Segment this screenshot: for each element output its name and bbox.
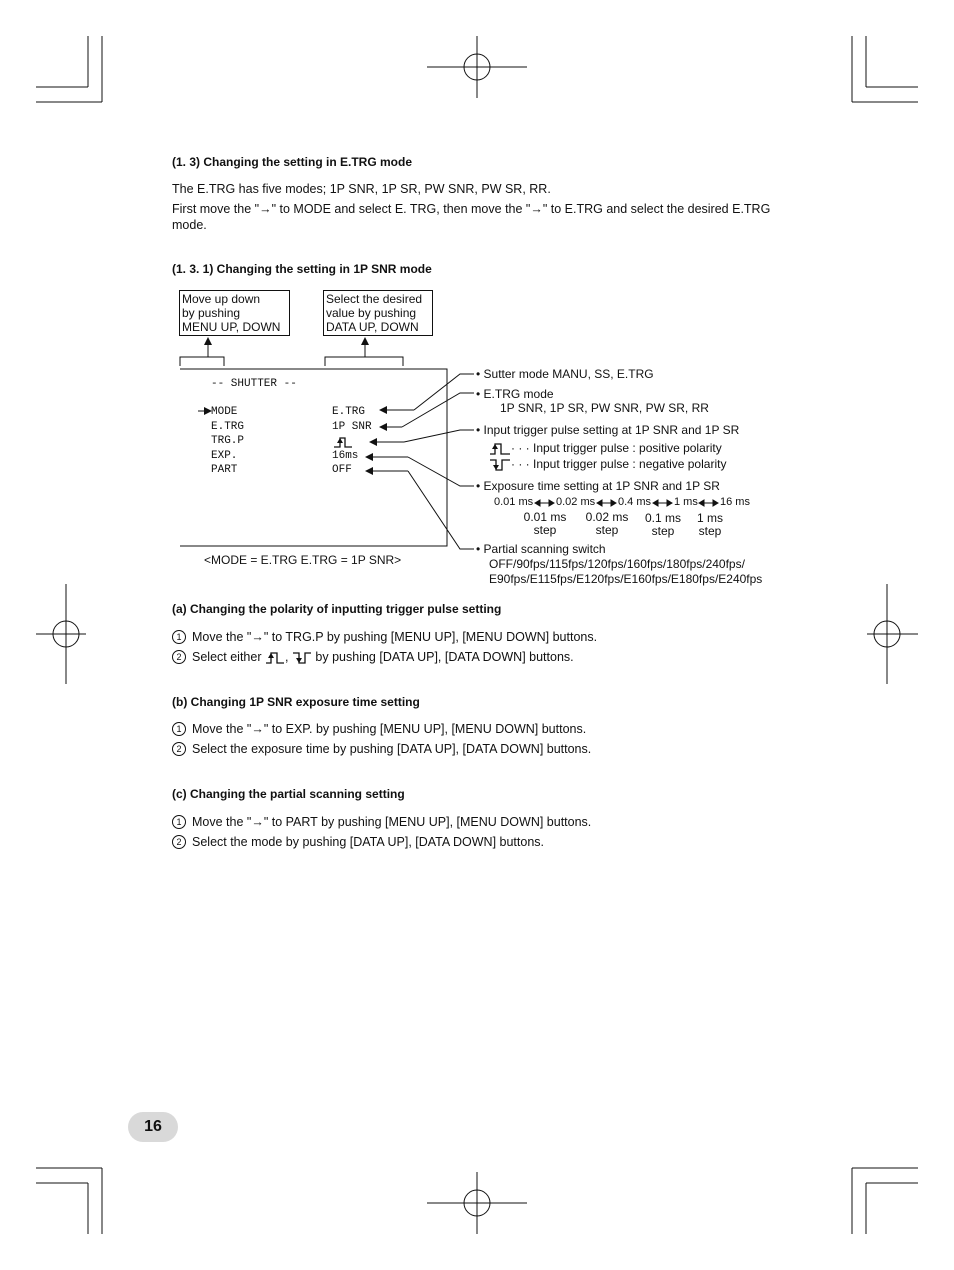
- section-a-step-2-sep: ,: [284, 650, 289, 664]
- exp-step-3-value: 0.1 ms: [644, 511, 681, 525]
- section-b-step-2: [172, 742, 591, 757]
- section-title: (1. 3) Changing the setting in E.TRG mode: [172, 155, 413, 169]
- exp-step-2-value: 0.02 ms: [585, 510, 629, 524]
- menu-label-exp: EXP.: [211, 450, 238, 462]
- exp-step-2: [583, 511, 631, 537]
- exp-value-1: 0.01 ms: [494, 496, 534, 508]
- menu-value-mode: E.TRG: [332, 406, 366, 418]
- exp-step-2-word: step: [595, 523, 619, 537]
- box-left-line-2: by pushing: [182, 306, 241, 320]
- menu-label-trgp: TRG.P: [211, 435, 245, 447]
- section-b-title: (b) Changing 1P SNR exposure time setting: [172, 695, 420, 709]
- intro-line-2a: First move the "→" to MODE and select E. TRG, then move the "→" to E.TRG and select the desired E.TRG: [172, 202, 771, 216]
- step-number-2: 2: [172, 650, 186, 664]
- exp-value-2: 0.02 ms: [556, 496, 596, 508]
- exp-step-4: [686, 512, 734, 538]
- diagram-caption: <MODE = E.TRG E.TRG = 1P SNR>: [204, 553, 402, 567]
- note-etrg-values: 1P SNR, 1P SR, PW SNR, PW SR, RR: [500, 401, 709, 415]
- exp-step-1: [521, 511, 569, 537]
- exp-step-3-word: step: [651, 524, 675, 538]
- box-left-line-3: MENU UP, DOWN: [182, 320, 281, 334]
- trigger-positive-text: · · · Input trigger pulse : positive polarity: [511, 441, 722, 455]
- note-trigger: • Input trigger pulse setting at 1P SNR and 1P SR: [476, 423, 740, 437]
- sub-title: (1. 3. 1) Changing the setting in 1P SNR mode: [172, 262, 432, 276]
- menu-header: -- SHUTTER --: [211, 378, 297, 390]
- page-number: 16: [128, 1112, 178, 1142]
- section-c-title: (c) Changing the partial scanning setting: [172, 787, 405, 801]
- exp-value-3: 0.4 ms: [618, 496, 652, 508]
- negative-pulse-icon: [292, 651, 312, 665]
- note-exposure: • Exposure time setting at 1P SNR and 1P SR: [476, 479, 720, 493]
- exp-step-4-value: 1 ms: [696, 511, 723, 525]
- section-b-step-1: [172, 722, 586, 737]
- section-a-step-1: [172, 630, 597, 645]
- section-c-step-1: [172, 815, 591, 830]
- trigger-negative-text: · · · Input trigger pulse : negative polarity: [511, 457, 727, 471]
- menu-value-etrg: 1P SNR: [332, 421, 372, 433]
- note-partial: • Partial scanning switch: [476, 542, 606, 556]
- step-number-1: 1: [172, 630, 186, 644]
- positive-pulse-icon: [265, 651, 285, 665]
- exp-step-3: [639, 512, 687, 538]
- partial-line-2: E90fps/E115fps/E120fps/E160fps/E180fps/E240fps: [489, 572, 763, 586]
- section-c-step-1-text: Move the "→" to PART by pushing [MENU UP], [MENU DOWN] buttons.: [192, 815, 592, 829]
- exp-value-5: 16 ms: [720, 496, 750, 508]
- box-right-line-2: value by pushing: [326, 306, 417, 320]
- box-left-line-1: Move up down: [182, 292, 261, 306]
- note-etrg: • E.TRG mode: [476, 387, 554, 401]
- menu-label-mode: MODE: [211, 406, 238, 418]
- section-a-step-1-text: Move the "→" to TRG.P by pushing [MENU UP], [MENU DOWN] buttons.: [192, 630, 598, 644]
- menu-value-exp: 16ms: [332, 450, 359, 462]
- step-number-1: 1: [172, 815, 186, 829]
- box-right-line-1: Select the desired: [326, 292, 423, 306]
- exp-step-4-word: step: [698, 524, 722, 538]
- step-number-2: 2: [172, 835, 186, 849]
- section-a-step-2: [172, 650, 574, 665]
- intro-line-1: The E.TRG has five modes; 1P SNR, 1P SR, PW SNR, PW SR, RR.: [172, 182, 551, 196]
- note-shutter: • Sutter mode MANU, SS, E.TRG: [476, 367, 654, 381]
- menu-label-etrg: E.TRG: [211, 421, 245, 433]
- step-number-2: 2: [172, 742, 186, 756]
- exp-step-1-value: 0.01 ms: [523, 510, 567, 524]
- partial-line-1: OFF/90fps/115fps/120fps/160fps/180fps/240fps/: [489, 557, 745, 571]
- section-a-step-2-suffix: by pushing [DATA UP], [DATA DOWN] buttons.: [315, 650, 574, 664]
- section-c-step-2: [172, 835, 544, 850]
- exp-value-4: 1 ms: [674, 496, 698, 508]
- section-a-step-2-prefix: Select either: [192, 650, 262, 664]
- menu-value-part: OFF: [332, 464, 352, 476]
- intro-line-2b: mode.: [172, 218, 207, 232]
- section-a-title: (a) Changing the polarity of inputting trigger pulse setting: [172, 602, 502, 616]
- exp-step-1-word: step: [533, 523, 557, 537]
- section-b-step-2-text: Select the exposure time by pushing [DATA UP], [DATA DOWN] buttons.: [192, 742, 592, 756]
- box-right-line-3: DATA UP, DOWN: [326, 320, 419, 334]
- section-c-step-2-text: Select the mode by pushing [DATA UP], [DATA DOWN] buttons.: [192, 835, 544, 849]
- step-number-1: 1: [172, 722, 186, 736]
- section-b-step-1-text: Move the "→" to EXP. by pushing [MENU UP], [MENU DOWN] buttons.: [192, 722, 587, 736]
- menu-label-part: PART: [211, 464, 238, 476]
